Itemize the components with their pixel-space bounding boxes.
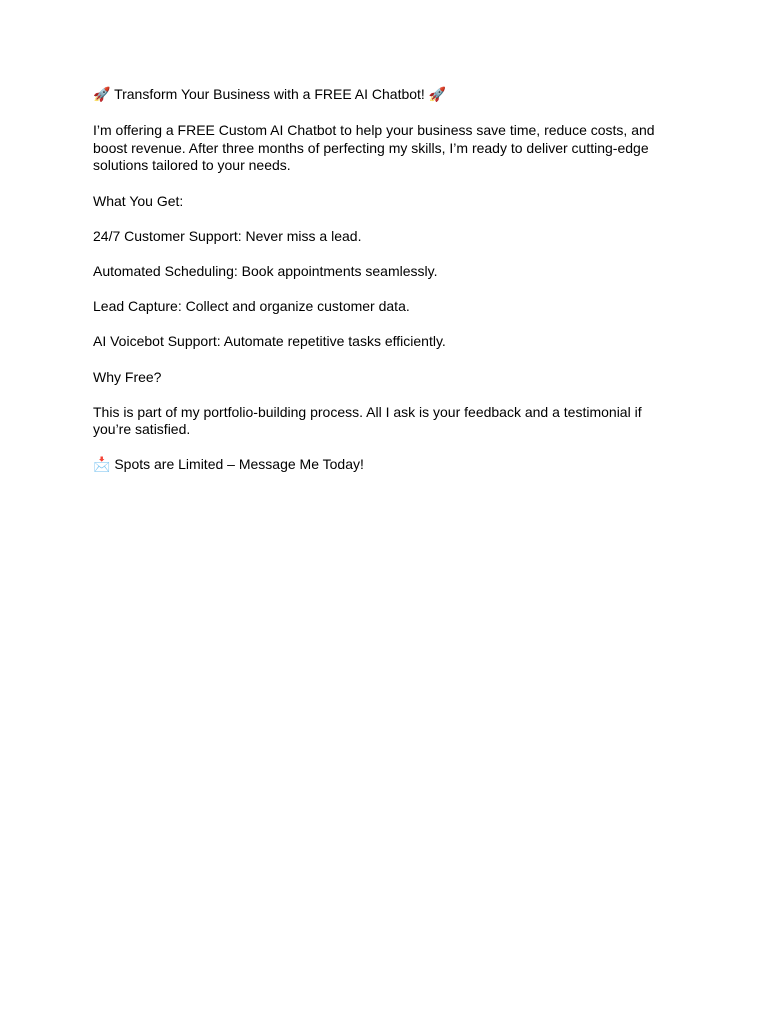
rocket-icon: 🚀 [93,87,111,103]
what-you-get-heading: What You Get: [93,192,184,209]
document-body [93,86,678,493]
call-to-action [93,456,678,475]
intro-paragraph: I’m offering a FREE Custom AI Chatbot to help your business save time, reduce costs, and boost revenue. After three months of perfecting my skills, I’m ready to deliver cutting-edge solutions tailored to your needs. [93,122,655,174]
why-free-heading: Why Free? [93,368,162,385]
rocket-icon: 🚀 [428,87,447,103]
feature-item: Automated Scheduling: Book appointments seamlessly. [93,262,438,279]
why-free-paragraph: This is part of my portfolio-building process. All I ask is your feedback and a testimonial if you’re satisfied. [93,403,642,438]
envelope-with-arrow-icon: 📩 [93,457,111,474]
document-heading [93,86,678,105]
heading-text: Transform Your Business with a FREE AI Chatbot! [114,86,425,102]
feature-item: AI Voicebot Support: Automate repetitive tasks efficiently. [93,333,446,350]
cta-text: Spots are Limited – Message Me Today! [114,456,364,473]
feature-item: 24/7 Customer Support: Never miss a lead. [93,227,362,244]
feature-item: Lead Capture: Collect and organize customer data. [93,298,410,315]
